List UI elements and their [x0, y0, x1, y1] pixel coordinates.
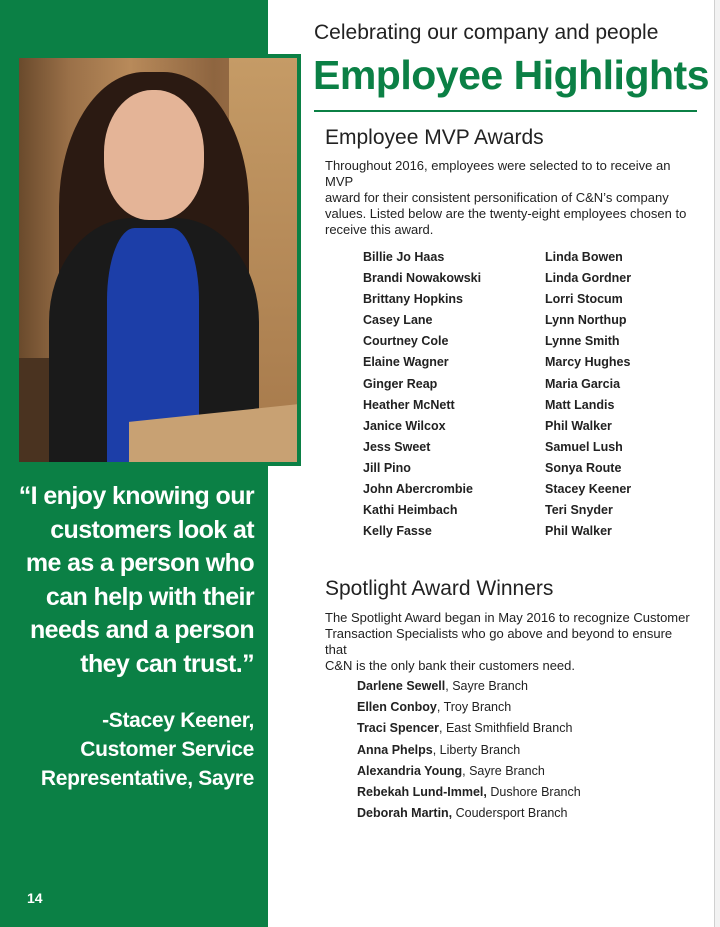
- winner-branch: Coudersport Branch: [452, 806, 568, 821]
- page-title: Employee Highlights: [313, 52, 709, 98]
- list-item: Linda Gordner: [545, 271, 632, 286]
- mvp-intro-line: Throughout 2016, employees were selected to to receive an MVP: [325, 158, 671, 189]
- list-item: Linda Bowen: [545, 250, 623, 264]
- list-item: [357, 718, 581, 739]
- winner-name: Deborah Martin,: [357, 806, 453, 821]
- list-item: [357, 761, 581, 782]
- winner-branch: , Sayre Branch: [462, 763, 545, 778]
- page-number: 14: [27, 890, 43, 906]
- winner-branch: , East Smithfield Branch: [439, 721, 573, 736]
- mvp-intro-line: award for their consistent personification of C&N’s company: [325, 190, 669, 205]
- list-item: Lynne Smith: [545, 334, 620, 349]
- winner-branch: , Liberty Branch: [432, 742, 521, 757]
- mvp-intro-line: receive this award.: [325, 222, 434, 237]
- winner-branch: , Sayre Branch: [445, 679, 528, 693]
- list-item: [357, 740, 581, 761]
- list-item: Elaine Wagner: [363, 355, 449, 370]
- quote-line: me as a person who: [25, 549, 254, 577]
- list-item: Phil Walker: [545, 418, 612, 433]
- list-item: Matt Landis: [545, 397, 615, 412]
- list-item: Jess Sweet: [363, 439, 431, 454]
- quote-line: needs and a person: [30, 616, 254, 644]
- list-item: Lorri Stocum: [545, 292, 623, 307]
- list-item: [357, 782, 581, 803]
- list-item: [357, 697, 581, 718]
- employee-quote: [18, 480, 254, 681]
- winner-branch: Dushore Branch: [486, 784, 581, 799]
- list-item: Brittany Hopkins: [363, 292, 464, 307]
- list-item: Sonya Route: [545, 460, 622, 475]
- spotlight-intro-line: C&N is the only bank their customers need.: [325, 658, 576, 673]
- attribution-line: -Stacey Keener,: [102, 709, 254, 732]
- list-item: Jill Pino: [363, 460, 411, 475]
- list-item: Ginger Reap: [363, 376, 438, 391]
- quote-line: customers look at: [50, 515, 254, 544]
- list-item: Marcy Hughes: [545, 355, 631, 370]
- list-item: Billie Jo Haas: [363, 250, 445, 264]
- list-item: Kathi Heimbach: [363, 503, 458, 518]
- list-item: Heather McNett: [363, 397, 455, 412]
- quote-line: “I enjoy knowing our: [18, 482, 254, 510]
- quote-line: can help with their: [45, 582, 254, 611]
- spotlight-intro-line: Transaction Specialists who go above and beyond to ensure that: [325, 626, 673, 657]
- winner-name: Alexandria Young: [357, 763, 463, 778]
- employee-photo: [15, 54, 301, 466]
- title-divider: [314, 110, 697, 112]
- list-item: Stacey Keener: [545, 482, 632, 497]
- page-kicker: Celebrating our company and people: [314, 21, 659, 44]
- list-item: Phil Walker: [545, 524, 612, 539]
- list-item: Maria Garcia: [545, 376, 621, 391]
- spotlight-heading: Spotlight Award Winners: [325, 577, 554, 600]
- attribution-line: Representative, Sayre: [40, 767, 254, 790]
- list-item: [357, 803, 581, 824]
- list-item: [357, 676, 581, 697]
- winner-branch: , Troy Branch: [436, 700, 512, 715]
- list-item: Kelly Fasse: [363, 524, 432, 539]
- list-item: Janice Wilcox: [363, 418, 446, 433]
- winner-name: Darlene Sewell: [357, 679, 446, 693]
- mvp-list-column-1: [363, 247, 481, 542]
- quote-line: they can trust.”: [80, 649, 254, 678]
- winner-name: Ellen Conboy: [357, 700, 437, 715]
- spotlight-intro: [325, 610, 695, 674]
- list-item: John Abercrombie: [363, 482, 473, 497]
- winner-name: Rebekah Lund-Immel,: [357, 784, 487, 799]
- list-item: Courtney Cole: [363, 334, 449, 349]
- spotlight-winners-list: [357, 676, 581, 824]
- list-item: Brandi Nowakowski: [363, 271, 482, 286]
- employee-portrait-image: [19, 58, 297, 462]
- attribution-line: Customer Service: [80, 738, 254, 761]
- list-item: Teri Snyder: [545, 503, 613, 518]
- list-item: Lynn Northup: [545, 313, 627, 328]
- winner-name: Anna Phelps: [357, 742, 433, 757]
- mvp-intro: [325, 158, 695, 238]
- spotlight-intro-line: The Spotlight Award began in May 2016 to recognize Customer: [325, 610, 690, 625]
- quote-attribution: [18, 706, 254, 793]
- list-item: Samuel Lush: [545, 439, 623, 454]
- page-edge: [714, 0, 720, 927]
- list-item: Casey Lane: [363, 313, 433, 328]
- mvp-list-column-2: [545, 247, 631, 542]
- winner-name: Traci Spencer: [357, 721, 439, 736]
- mvp-intro-line: values. Listed below are the twenty-eight employees chosen to: [325, 206, 687, 221]
- mvp-heading: Employee MVP Awards: [325, 126, 544, 149]
